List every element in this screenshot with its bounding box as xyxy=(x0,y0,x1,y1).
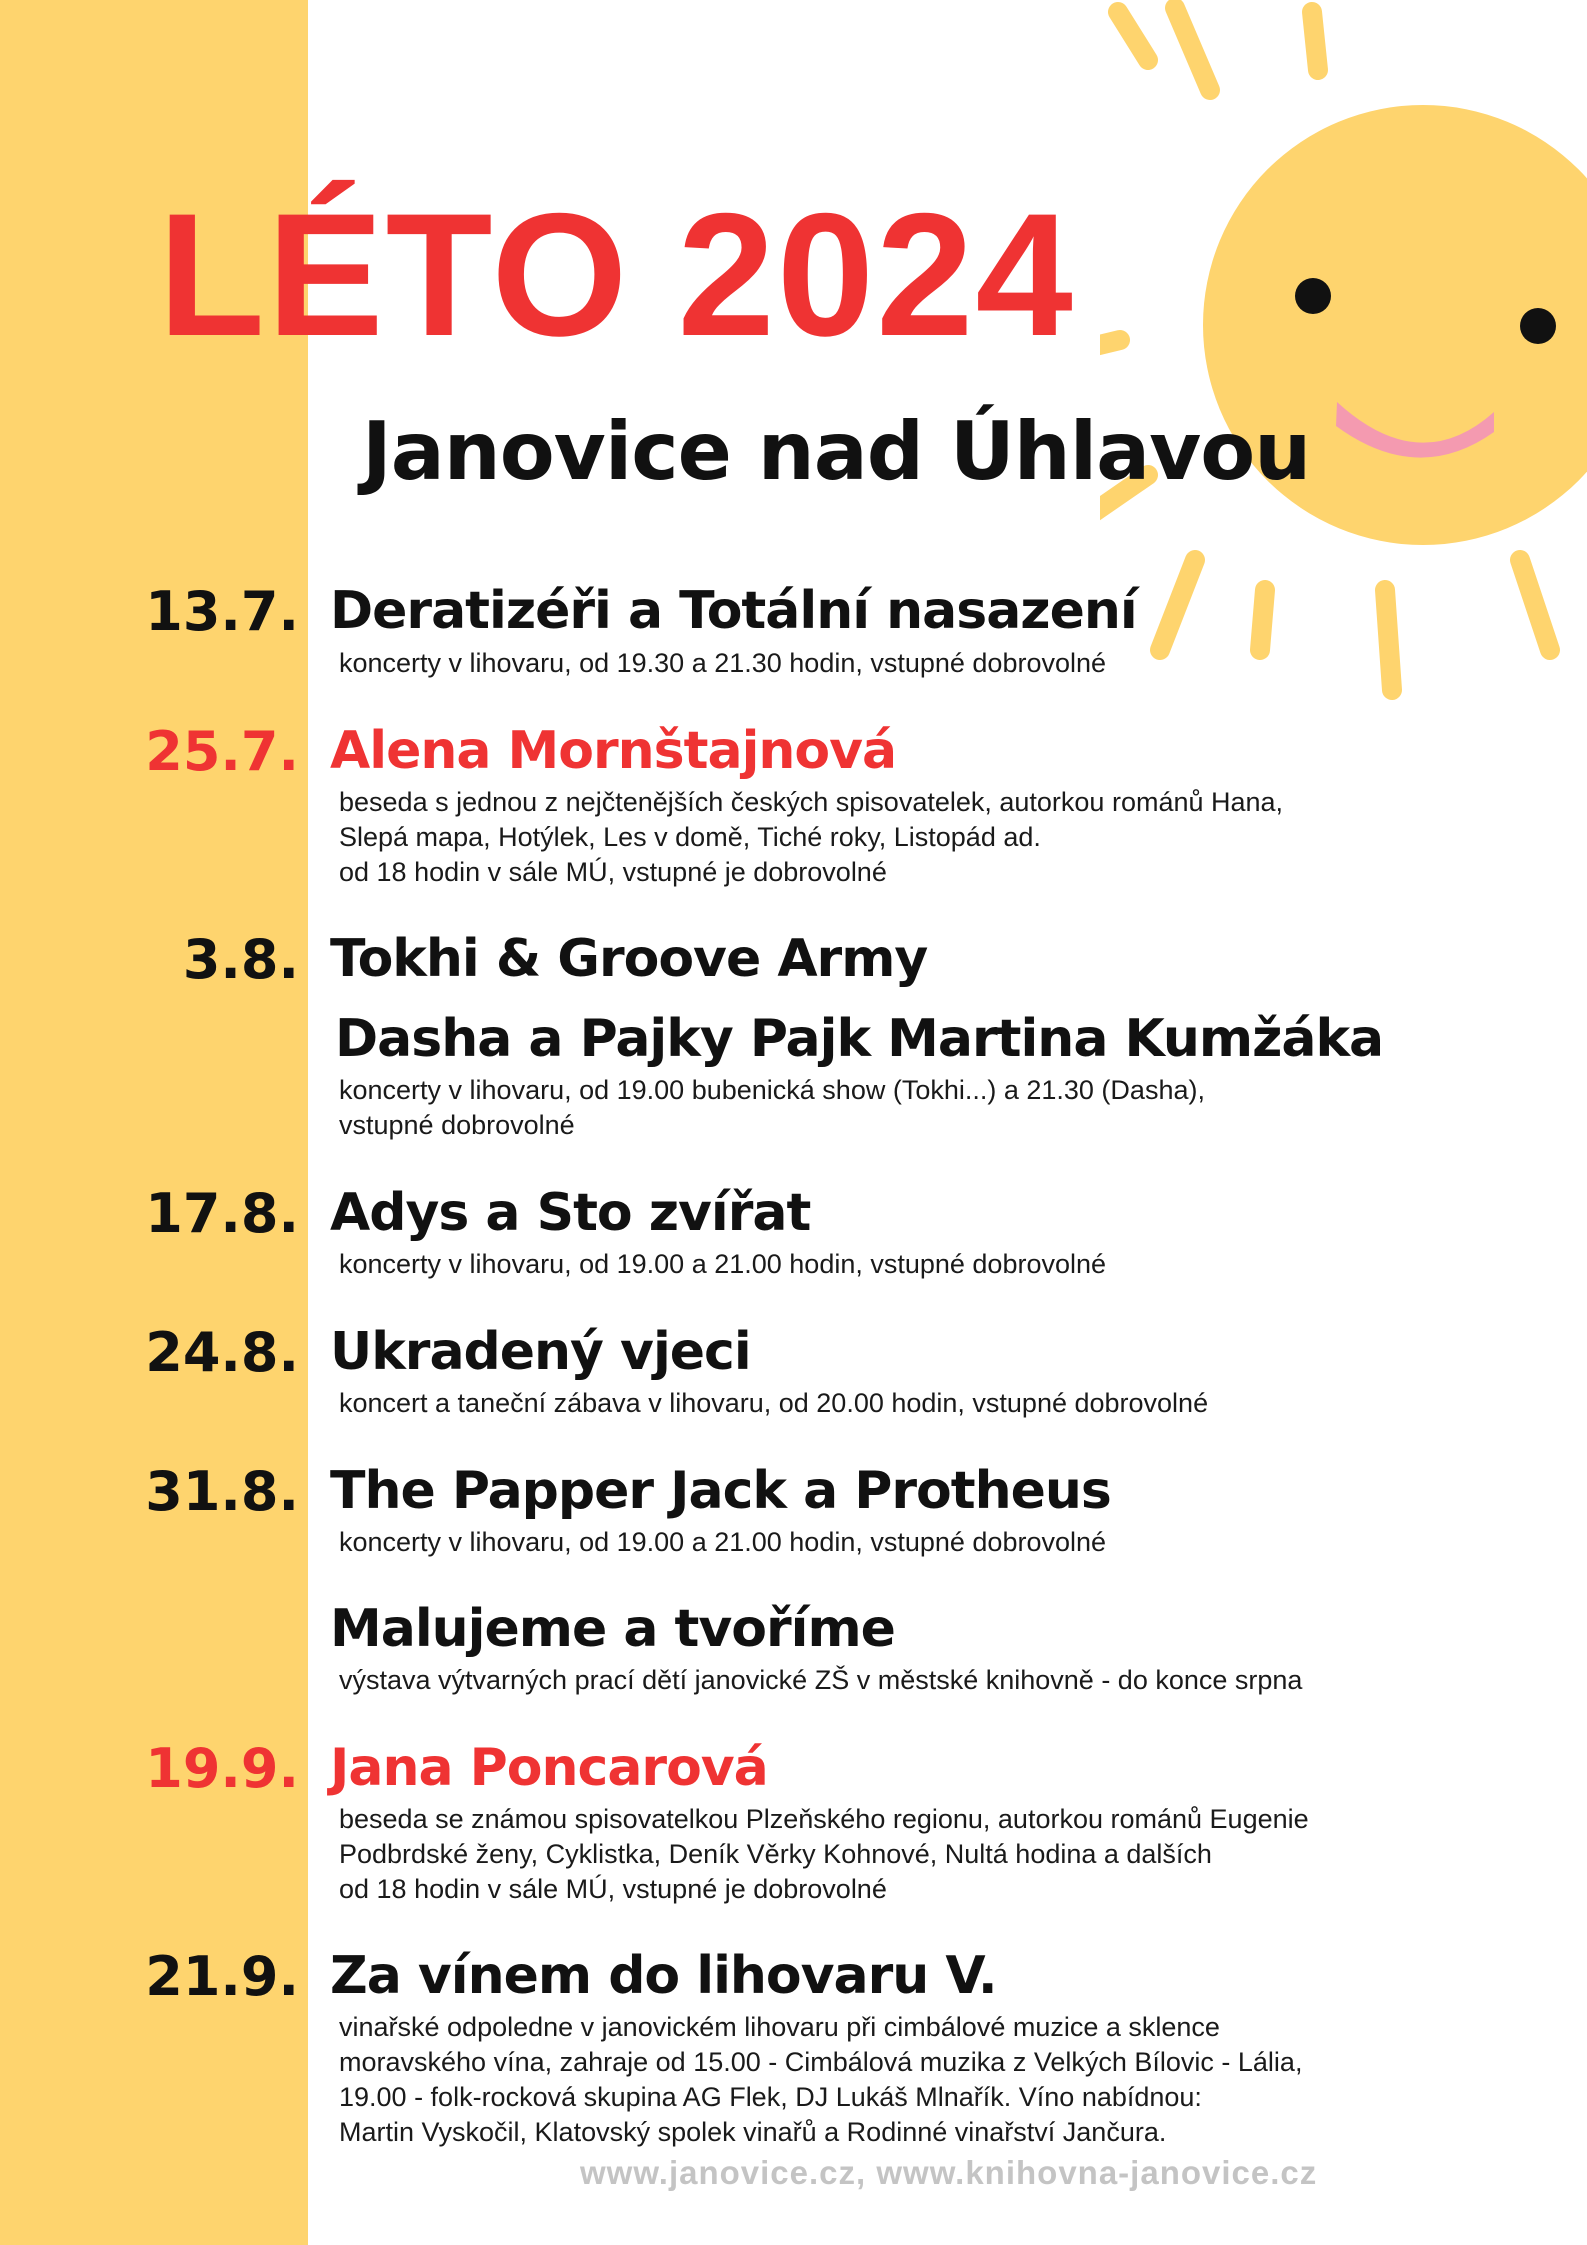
description-line: 19.00 - folk-rocková skupina AG Flek, DJ Lukáš Mlnařík. Víno nabídnou: xyxy=(339,2082,1202,2112)
description-line: koncerty v lihovaru, od 19.00 bubenická show (Tokhi...) a 21.30 (Dasha), xyxy=(339,1075,1205,1105)
description-line: výstava výtvarných prací dětí janovické ZŠ v městské knihovně - do konce srpna xyxy=(339,1665,1303,1695)
event-description xyxy=(339,785,1283,890)
footer-links[interactable]: www.janovice.cz, www.knihovna-janovice.cz xyxy=(580,2154,1318,2191)
event-date: 3.8. xyxy=(182,928,299,991)
event-name: Alena Mornštajnová xyxy=(330,721,897,781)
event-date: 17.8. xyxy=(145,1182,299,1245)
main-title xyxy=(158,178,1075,373)
event-date: 13.7. xyxy=(145,580,299,643)
event-name: Tokhi & Groove Army xyxy=(330,929,928,989)
event-name: Jana Poncarová xyxy=(330,1738,768,1798)
description-line: vstupné dobrovolné xyxy=(339,1110,575,1140)
title-year: 2024 xyxy=(677,178,1075,373)
description-line: koncerty v lihovaru, od 19.00 a 21.00 hodin, vstupné dobrovolné xyxy=(339,1527,1107,1557)
event-name: The Papper Jack a Protheus xyxy=(330,1461,1111,1521)
sun-icon xyxy=(1100,0,1587,760)
title-word-leto: LÉTO xyxy=(158,178,630,373)
event-name-second: Dasha a Pajky Pajk Martina Kumžáka xyxy=(335,1009,1384,1069)
description-line: vinařské odpoledne v janovickém lihovaru při cimbálové muzice a sklence xyxy=(339,2012,1220,2042)
event-description xyxy=(339,2010,1302,2150)
event-name: Adys a Sto zvířat xyxy=(330,1183,811,1243)
description-line: beseda se známou spisovatelkou Plzeňského regionu, autorkou románů Eugenie xyxy=(339,1804,1309,1834)
event-date: 19.9. xyxy=(145,1737,299,1800)
description-line: Martin Vyskočil, Klatovský spolek vinařů a Rodinné vinařství Jančura. xyxy=(339,2117,1167,2147)
description-line: koncerty v lihovaru, od 19.00 a 21.00 hodin, vstupné dobrovolné xyxy=(339,1249,1107,1279)
event-name: Malujeme a tvoříme xyxy=(330,1599,895,1659)
event-description xyxy=(339,646,1106,681)
event-date: 31.8. xyxy=(145,1460,299,1523)
event-description xyxy=(339,1525,1106,1560)
event-description xyxy=(339,1802,1309,1907)
event-description xyxy=(339,1073,1205,1143)
event-description xyxy=(339,1247,1106,1282)
event-name: Deratizéři a Totální nasazení xyxy=(330,581,1137,641)
description-line: Podbrdské ženy, Cyklistka, Deník Věrky Kohnové, Nultá hodina a dalších xyxy=(339,1839,1212,1869)
subtitle: Janovice nad Úhlavou xyxy=(362,405,1311,498)
event-name: Za vínem do lihovaru V. xyxy=(330,1946,997,2006)
event-description xyxy=(339,1386,1208,1421)
description-line: moravského vína, zahraje od 15.00 - Cimbálová muzika z Velkých Bílovic - Lália, xyxy=(339,2047,1303,2077)
description-line: od 18 hodin v sále MÚ, vstupné je dobrovolné xyxy=(339,857,887,887)
description-line: od 18 hodin v sále MÚ, vstupné je dobrovolné xyxy=(339,1874,887,1904)
event-date: 25.7. xyxy=(145,720,299,783)
description-line: koncert a taneční zábava v lihovaru, od 20.00 hodin, vstupné dobrovolné xyxy=(339,1388,1209,1418)
event-date: 24.8. xyxy=(145,1321,299,1384)
event-name: Ukradený vjeci xyxy=(330,1322,751,1382)
event-date: 21.9. xyxy=(145,1945,299,2008)
description-line: koncerty v lihovaru, od 19.30 a 21.30 hodin, vstupné dobrovolné xyxy=(339,648,1107,678)
description-line: Slepá mapa, Hotýlek, Les v domě, Tiché roky, Listopád ad. xyxy=(339,822,1041,852)
event-description xyxy=(339,1663,1302,1698)
description-line: beseda s jednou z nejčtenějších českých spisovatelek, autorkou románů Hana, xyxy=(339,787,1284,817)
